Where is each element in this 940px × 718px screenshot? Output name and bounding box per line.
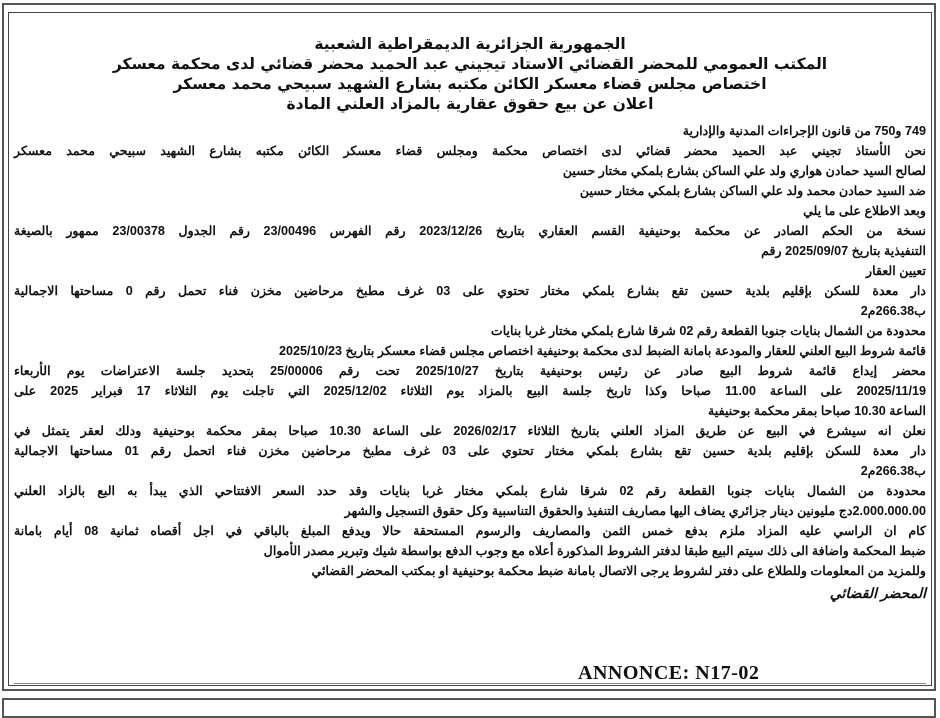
- body-line: ب266.38م2: [860, 464, 926, 478]
- notice-header: [20, 34, 920, 114]
- body-line: دار معدة للسكن بإقليم بلدية حسين تقع بشارع بلمكي مختار تحتوي على 03 غرف مطبخ مرحاضين مخزن فناء اتحمل رقم 01 مساحتها الاجمالية: [14, 444, 926, 458]
- body-line: وبعد الاطلاع على ما يلي: [803, 204, 926, 218]
- body-line: محدودة من الشمال بنايات جنوبا القطعة رقم 02 شرقا شارع بلمكي مختار غربا بنايات وقد حدد السعر الافتتاحي الذي يبدأ به البع بالزاد العلني: [14, 484, 926, 498]
- body-line: ب266.38م2: [860, 304, 926, 318]
- body-line: لصالح السيد حمادن هواري ولد علي الساكن بشارع بلمكي مختار حسين: [562, 164, 926, 178]
- body-line: وللمزيد من المعلومات وللطلاع على دفتر لشروط يرجى الاتصال بامانة ضبط محكمة بوحنيفية او بمكتب المحضر القضائي: [311, 564, 926, 578]
- body-line: محضر إيداع قائمة شروط البيع صادر عن رئيس بوحنيفية بتاريخ 2025/10/27 تحت رقم 25/00006 بتحديد جلسة الاعتراضات يوم الأربعاء: [14, 364, 926, 378]
- body-line: قائمة شروط البيع العلني للعقار والمودعة بامانة الضبط لدى محكمة بوحنيفية اختصاص مجلس قضاء معسكر بتاريخ 2025/10/23: [279, 344, 926, 358]
- office-title: المكتب العمومي للمحضر القضائي الاستاد تيجيني عبد الحميد محضر قضائي لدى محكمة معسكر: [112, 55, 828, 73]
- next-notice-frame: [2, 698, 936, 718]
- republic-title: الجمهورية الجزائرية الديمقراطية الشعبية: [314, 35, 626, 53]
- annonce-number: ANNONCE: N17-02: [578, 662, 760, 684]
- body-line: نحن الأستاذ تجيني عبد الحميد محضر قضائي لدى اختصاص محكمة ومجلس قضاء معسكر الكائن مكتبه بشارع الشهيد سبيحي محمد معسكر: [14, 144, 926, 158]
- body-line: 20025/11/19 على الساعة 11.00 صباحا وكذا تاريخ جلسة البيع بالمزاد يوم الثلاثاء 2025/12/02 التي تاجلت يوم الثلاثاء 17 فبراير 2025 على: [14, 384, 926, 398]
- body-line: الساعة 10.30 صباحا بمقر محكمة بوحنيفية: [708, 404, 926, 418]
- body-line: ضبط المحكمة واضافة الى ذلك سيتم البيع طبقا لدفتر الشروط المذكورة أعلاه مع وجوب الدفع بواسطة شيك وتبرير مصدر الأموال: [263, 544, 926, 558]
- body-line: دار معدة للسكن بإقليم بلدية حسين تقع بشارع بلمكي مختار تحتوي على 03 غرف مطبخ مرحاضين مخزن فناء تحمل رقم 0 مساحتها الاجمالية: [14, 284, 926, 298]
- notice-title: اعلان عن بيع حقوق عقارية بالمزاد العلني المادة: [286, 95, 654, 113]
- footer-divider: [14, 683, 926, 684]
- body-line: نسخة من الحكم الصادر عن محكمة بوحنيفية القسم العقاري بتاريخ 2023/12/26 رقم الفهرس 23/00496 رقم الجدول 23/00378 ممهور بالصيغة: [14, 224, 926, 238]
- signature: المحضر القضائي: [829, 585, 926, 601]
- body-line: ضد السيد حمادن محمد ولد علي الساكن بشارع بلمكي مختار حسين: [579, 184, 926, 198]
- body-line: التنفيذية بتاريخ 2025/09/07 رقم: [761, 244, 926, 258]
- body-line: كام ان الراسي عليه المزاد ملزم بدفع خمس الثمن والمصاريف والرسوم المستحقة حالا ويدفع المبلغ بالباقي في اجل أقصاه ثمانية 08 أيام بامانة: [14, 524, 926, 538]
- body-line: 2.000.000.00دج مليونين دينار جزائري يضاف اليها مصاريف التنفيذ والحقوق التناسبية وكل حقوق التسجيل والشهر: [344, 504, 926, 518]
- notice-body: [14, 121, 926, 605]
- body-line: تعيين العقار: [866, 264, 926, 278]
- office-address: اختصاص مجلس قضاء معسكر الكائن مكتبه بشارع الشهيد سبيحي محمد معسكر: [173, 75, 767, 93]
- body-line: محدودة من الشمال بنايات جنوبا القطعة رقم 02 شرقا شارع بلمكي مختار غربا بنايات: [490, 324, 926, 338]
- body-line: 749 و750 من قانون الإجراءات المدنية والإدارية: [682, 124, 926, 138]
- body-line: نعلن انه سيشرع في البيع عن طريق المزاد العلني بتاريخ الثلاثاء 2026/02/17 على الساعة 10.30 صباحا بمقر محكمة بوحنيفية ودلك لعقر يتمثل في: [14, 424, 927, 438]
